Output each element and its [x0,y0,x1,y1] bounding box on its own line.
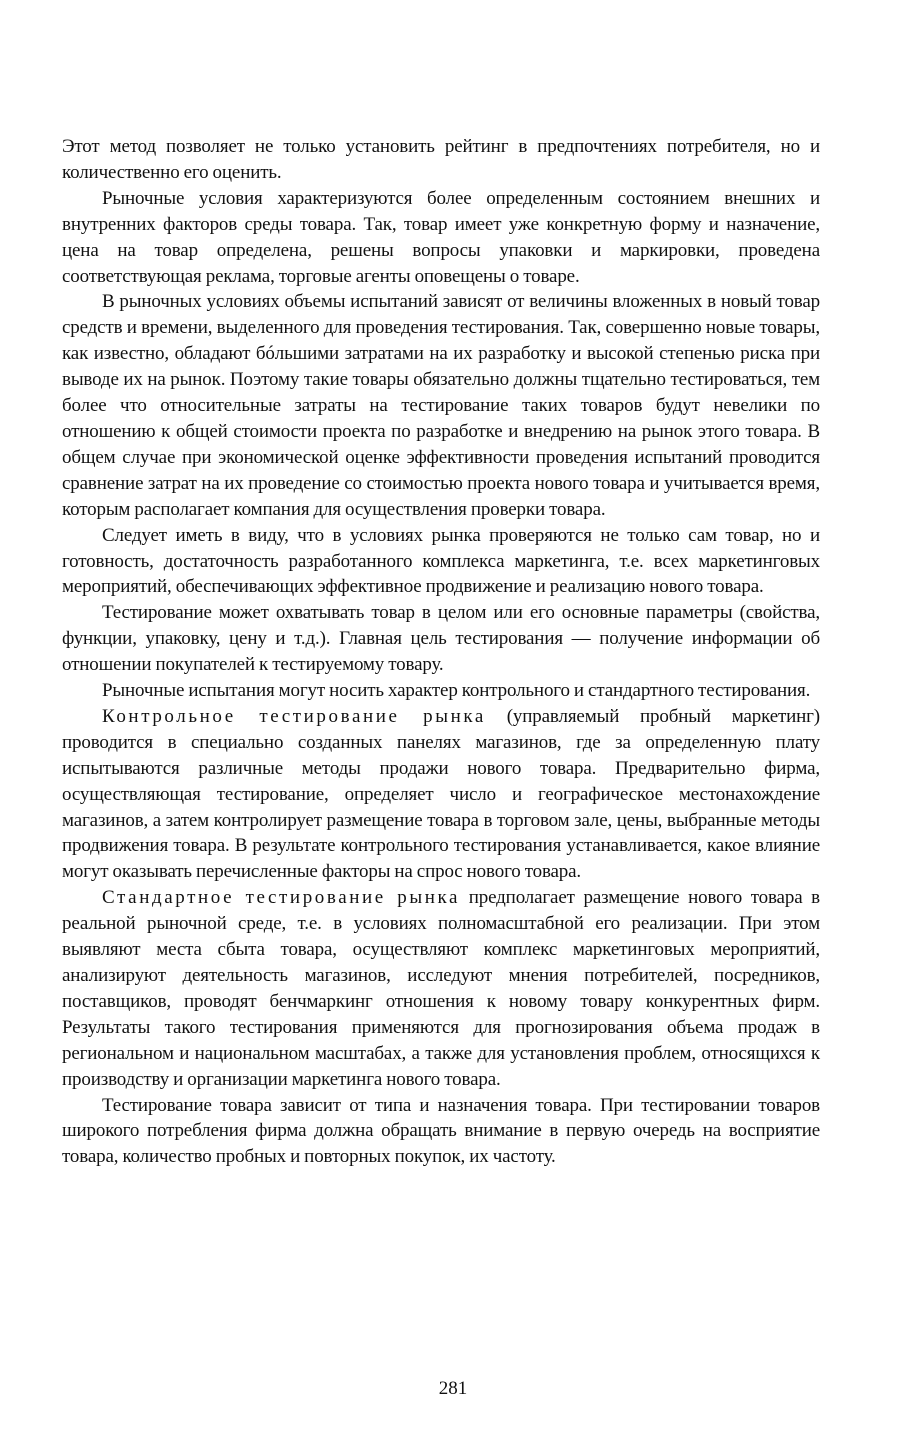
paragraph-3-text: В рыночных условиях объемы испытаний зависят от величины вложенных в новый товар средств и времени, выделенного для проведения тестирования. Так, совершенно новые товары, как известно, обладают бóльшими затратами на их разработку и высокой степенью риска при выводе их на рынок. Поэтому такие товары обязательно должны тщательно тестироваться, тем более что относительные затраты на тестирование таких товаров будут невелики по отношению к общей стоимости проекта по разработке и внедрению на рынок этого товара. В общем случае при экономической оценке эффективности проведения испытаний проводится сравнение затрат на их проведение со стоимостью проекта нового товара и учитывается время, которым располагает компания для осуществления проверки товара. [62,291,820,520]
paragraph-9 [62,1093,820,1171]
paragraph-7-text: (управляемый пробный маркетинг) проводится в специально созданных панелях магазинов, где за определенную плату испытываются различные методы продажи нового товара. Предварительно фирма, осуществляющая тестирование, определяет число и географическое местонахождение магазинов, а затем контролирует размещение товара в торговом зале, цены, выбранные методы продвижения товара. В результате контрольного тестирования устанавливается, какое влияние могут оказывать перечисленные факторы на спрос нового товара. [62,705,820,883]
paragraph-4 [62,523,820,601]
paragraph-5-text: Тестирование может охватывать товар в целом или его основные параметры (свойства, функции, упаковку, цену и т.д.). Главная цель тестирования — получение информации об отношении покупателей к тестируемому товару. [62,602,820,676]
paragraph-9-text: Тестирование товара зависит от типа и назначения товара. При тестировании товаров широкого потребления фирма должна обращать внимание в первую очередь на восприятие товара, количество пробных и повторных покупок, их частоту. [62,1094,820,1168]
term-control-testing: Контрольное тестирование рынка [102,705,486,727]
paragraph-4-text: Следует иметь в виду, что в условиях рынка проверяются не только сам товар, но и готовность, достаточность разработанного комплекса маркетинга, т.е. всех маркетинговых мероприятий, обеспечивающих эффективное продвижение и реализацию нового товара. [62,524,820,598]
paragraph-5 [62,600,820,678]
paragraph-2-text: Рыночные условия характеризуются более определенным состоянием внешних и внутренних факторов среды товара. Так, товар имеет уже конкретную форму и назначение, цена на товар определена, решены вопросы упаковки и маркировки, проведена соответствующая реклама, торговые агенты оповещены о товаре. [62,187,820,287]
paragraph-6-text: Рыночные испытания могут носить характер контрольного и стандартного тестирования. [102,680,811,702]
paragraph-8 [62,885,820,1092]
paragraph-3 [62,289,820,522]
page [62,134,820,1404]
term-standard-testing: Стандартное тестирование рынка [102,887,461,909]
text-body [62,134,820,1170]
paragraph-1 [62,134,820,186]
page-number: 281 [438,1378,468,1399]
paragraph-7 [62,704,820,885]
paragraph-8-text: предполагает размещение нового товара в реальной рыночной среде, т.е. в условиях полномасштабной его реализации. При этом выявляют места сбыта товара, осуществляют комплекс маркетинговых мероприятий, анализируют деятельность магазинов, исследуют мнения потребителей, посредников, поставщиков, проводят бенчмаркинг отношения к новому товару конкурентных фирм. Результаты такого тестирования применяются для прогнозирования объема продаж в региональном и национальном масштабах, а также для установления проблем, относящихся к производству и организации маркетинга нового товара. [62,887,820,1090]
paragraph-6 [62,678,820,704]
paragraph-2 [62,186,820,290]
paragraph-1-text: Этот метод позволяет не только установить рейтинг в предпочтениях потребителя, но и количественно его оценить. [62,136,820,183]
